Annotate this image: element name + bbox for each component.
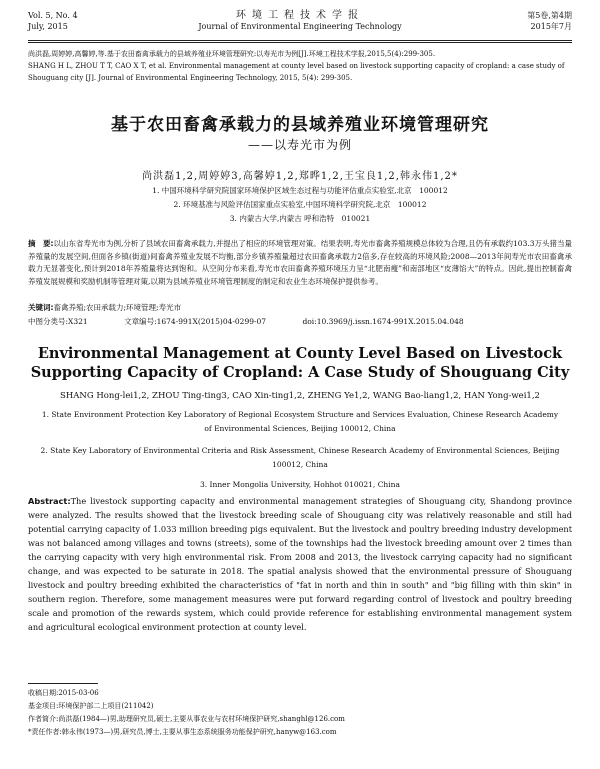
citation-en: SHANG H L, ZHOU T T, CAO X T, et al. Environmental management at county level based on livestock supporting capacity of cropland: a case study of Shouguang city [J]. Journal of Environmental Engineering Technology, 2015, 5(4): 299-305.	[28, 62, 565, 82]
article-subtitle-cn: ——以寿光市为例	[247, 138, 352, 152]
header-rule	[28, 40, 572, 41]
footnote-rule	[28, 683, 98, 684]
abstract-cn	[28, 238, 572, 288]
abstract-en	[28, 494, 572, 634]
doi: doi:10.3969/j.issn.1674-991X.2015.04.048	[302, 317, 464, 326]
abstract-en-text: The livestock supporting capacity and environmental management strategies of Shouguang city, Shandong province were analyzed. The results showed that the livestock breeding scale of Shouguang city was relatively reasonable and still had potential carrying capacity of 1.033 million breeding pigs equivalent. But the livestock and poultry breeding industry development was not balanced among villages and towns (streets), some of the townships had the livestock breeding amount over 2 times than the carrying capacity with very high environmental risk. From 2008 and 2013, the livestock carrying capacity had no significant change, and was expected to be saturate in 2018. The spatial analysis showed that the environmental pressure of Shouguang livestock and poultry breeding exhibited the characteristics of "fat in north and thin in south" and "big filling with thin skin" in southern region. Therefore, some management measures were put forward regarding control of livestock and poultry breeding scale and promotion of the rewards system, which could provide reference for establishing environmental management system and agricultural ecological environment protection at county level.	[28, 496, 572, 632]
affiliation-en-1: 1. State Environment Protection Key Laboratory of Regional Ecosystem Structure and Services Evaluation, Chinese Research Academy of Environmental Sciences, Beijing 100012, China	[41, 410, 559, 433]
footnote-corresponding: *责任作者:韩永伟(1973—)男,研究员,博士,主要从事生态系统服务功能保护研究,hanyw@163.com	[28, 728, 337, 736]
keywords-cn-text: 畜禽养殖;农田承载力;环境管理;寿光市	[53, 303, 182, 312]
journal-title-en: Journal of Environmental Engineering Technology	[198, 22, 402, 31]
classification-ids	[28, 316, 572, 327]
title-en-line-2: Supporting Capacity of Cropland: A Case Study of Shouguang City	[30, 364, 570, 381]
citation-block	[28, 48, 572, 84]
keywords-cn	[28, 302, 572, 313]
authors-cn: 尚洪磊1,2,周婷婷3,高馨婷1,2,郑晔1,2,王宝良1,2,韩永伟1,2*	[142, 171, 458, 182]
running-header	[28, 10, 572, 40]
article-number: 文章编号:1674-991X(2015)04-0299-07	[124, 317, 267, 326]
clc-number: 中图分类号:X321	[28, 317, 88, 326]
journal-title-cn: 环境工程技术学报	[236, 10, 364, 21]
header-rule-thin	[28, 42, 572, 43]
affiliation-en-2: 2. State Key Laboratory of Environmental Criteria and Risk Assessment, Chinese Research Academy of Environmental Sciences, Beijing 100012, China	[40, 446, 560, 469]
abstract-en-label: Abstract:	[28, 496, 71, 506]
keywords-cn-label: 关键词:	[28, 303, 54, 312]
volume-cn: 第5卷,第4期	[527, 11, 572, 20]
footnote-received: 收稿日期:2015-03-06	[28, 689, 99, 697]
footnote-author: 作者简介:尚洪磊(1984—)男,助理研究员,硕士,主要从事农业与农村环境保护研究,shanghl@126.com	[28, 715, 345, 723]
footnote-fund: 基金项目:环境保护部二上项目(211042)	[28, 702, 154, 710]
citation-cn: 尚洪磊,周婷婷,高馨婷,等.基于农田畜禽承载力的县域养殖业环境管理研究:以寿光市为例[J].环境工程技术学报,2015,5(4):299-305.	[28, 50, 436, 58]
header-right	[527, 10, 572, 32]
article-title-cn: 基于农田畜禽承载力的县域养殖业环境管理研究	[111, 115, 489, 135]
abstract-cn-text: 以山东省寿光市为例,分析了县域农田畜禽承载力,并提出了相应的环境管理对策。结果表明,寿光市畜禽养殖规模总体较为合理,且仍有承载约103.3万头猪当量养殖量的发展空间,但面各乡镇(街道)间畜禽养殖业发展不均衡,部分乡镇养殖量超过农田畜禽承载力2倍多,存在较高的环境风险;2008—2013年间寿光市农田畜禽承载力无显著变化,预计到2018年养殖量将达到饱和。从空间分布来看,寿光市农田畜禽养殖环境压力呈“北肥南瘦”和南部地区“皮薄馅大”的特点。因此,提出控制畜禽养殖发展规模和奖励机制等管理对策,以期为县域养殖业环境管理制度的制定和农业生态环境保护提供参考。	[28, 239, 573, 286]
footnotes	[28, 687, 572, 739]
article-title-en	[0, 344, 600, 382]
date-cn: 2015年7月	[530, 22, 572, 31]
title-en-line-1: Environmental Management at County Level Based on Livestock	[37, 345, 563, 362]
header-center	[28, 10, 572, 32]
abstract-cn-label: 摘 要:	[28, 239, 54, 248]
date-en: July, 2015	[28, 22, 68, 31]
affiliation-cn-2: 2. 环境基准与风险评估国家重点实验室,中国环境科学研究院,北京 100012	[173, 200, 427, 209]
affiliation-cn-3: 3. 内蒙古大学,内蒙古 呼和浩特 010021	[229, 214, 371, 223]
volume-en: Vol. 5, No. 4	[28, 11, 78, 20]
affiliation-cn-1: 1. 中国环境科学研究院国家环境保护区域生态过程与功能评估重点实验室,北京 100012	[152, 186, 448, 195]
affiliation-en-3: 3. Inner Mongolia University, Hohhot 010021, China	[200, 480, 400, 489]
authors-en: SHANG Hong-lei1,2, ZHOU Ting-ting3, CAO Xin-ting1,2, ZHENG Ye1,2, WANG Bao-liang1,2, HAN Yong-wei1,2	[60, 391, 540, 401]
